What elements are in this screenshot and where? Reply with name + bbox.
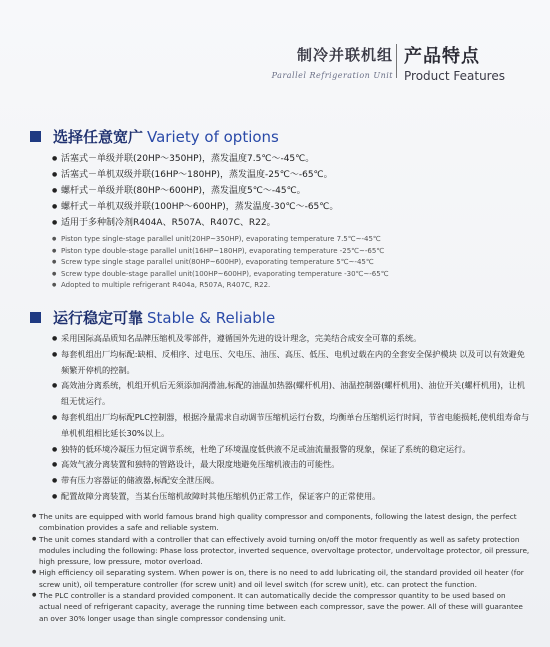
list-item: ● 每套机组出厂均标配:缺相、反相序、过电压、欠电压、油压、高压、低压、电机过载在内的全套安全保护模块 以及可以有效避免频繁开停机的控制。 xyxy=(52,347,530,379)
list-item: ● 高效气液分离装置和独特的管路设计，最大限度地避免压缩机液击的可能性。 xyxy=(52,457,530,473)
header-section-name xyxy=(404,42,505,83)
list-item: ● 适用于多种制冷剂R404A、R507A、R407C、R22。 xyxy=(52,215,532,231)
header-en-section: Product Features xyxy=(404,69,505,83)
stable-en-list xyxy=(32,511,530,624)
list-item: ● The units are equipped with world famous brand high quality compressor and components, following the latest design, the perfect combination provides a safe and reliable system. xyxy=(32,511,530,534)
section-cn-heading: 运行稳定可靠 xyxy=(53,309,144,327)
list-item: ● 活塞式－单机双级并联(16HP～180HP)，蒸发温度-25℃～-65℃。 xyxy=(52,167,532,183)
section-cn-heading: 选择任意宽广 xyxy=(53,128,144,146)
list-item: ● The unit comes standard with a controller that can effectively avoid turning on/off the motor frequently as well as safety protection modules including the following: Phase loss protector, inverted sequence, overvoltage protector, undervoltage protector, oil pressure, high pressure, low pressure, motor overload. xyxy=(32,534,530,568)
section-stable-title xyxy=(30,307,275,328)
list-item: ● Piston type single-stage parallel unit(20HP~350HP), evaporating temperature 7.5℃~-45℃ xyxy=(52,234,532,246)
section-square-marker xyxy=(30,312,41,323)
section-square-marker xyxy=(30,131,41,142)
header-product-name xyxy=(272,44,393,80)
section-variety-title xyxy=(30,126,279,147)
section-en-heading: Variety of options xyxy=(147,127,279,146)
list-item: ● 螺杆式－单机双级并联(100HP～600HP)，蒸发温度-30℃～-65℃。 xyxy=(52,199,532,215)
variety-cn-list xyxy=(52,151,532,231)
header-en-title: Parallel Refrigeration Unit xyxy=(271,71,393,80)
list-item: ● Adopted to multiple refrigerant R404a, R507A, R407C, R22. xyxy=(52,280,532,292)
stable-cn-list xyxy=(52,331,530,505)
header-divider xyxy=(396,44,397,78)
variety-en-list xyxy=(52,234,532,292)
list-item: ● 螺杆式－单级并联(80HP～600HP)，蒸发温度5℃～-45℃。 xyxy=(52,183,532,199)
list-item: ● High efficiency oil separating system. When power is on, there is no need to add lubricating oil, the standard provided oil heater (for screw unit), oil temperature controller (for screw unit) and oil level switch (for screw unit), etc. can protect the function. xyxy=(32,567,530,590)
header-cn-section: 产品特点 xyxy=(404,46,480,67)
list-item: ● 活塞式－单级并联(20HP～350HP)，蒸发温度7.5℃～-45℃。 xyxy=(52,151,532,167)
header-cn-title: 制冷并联机组 xyxy=(296,46,393,64)
list-item: ● 独特的低环境冷凝压力恒定调节系统，杜绝了环境温度低供液不足或油流量报警的现象，保证了系统的稳定运行。 xyxy=(52,442,530,458)
list-item: ● 每套机组出厂均标配PLC控制器，根据冷量需求自动调节压缩机运行台数，均衡单台压缩机运行时间，节省电能损耗,使机组寿命与单机机组相比延长30%以上。 xyxy=(52,410,530,442)
list-item: ● Screw type single stage parallel unit(80HP~600HP), evaporating temperature 5℃~-45℃ xyxy=(52,257,532,269)
list-item: ● Screw type double-stage parallel unit(100HP~600HP), evaporating temperature -30℃~-65℃ xyxy=(52,269,532,281)
list-item: ● Piston type double-stage parallel unit(16HP~180HP), evaporating temperature -25℃~-65℃ xyxy=(52,246,532,258)
section-en-heading: Stable & Reliable xyxy=(147,308,276,327)
list-item: ● 高效油分离系统，机组开机后无须添加润滑油,标配的油温加热器(螺杆机用)、油温控制器(螺杆机用)、油位开关(螺杆机用)，让机组无忧运行。 xyxy=(52,378,530,410)
list-item: ● 采用国际高品质知名品牌压缩机及零部件，遵循国外先进的设计理念，完美结合成安全可靠的系统。 xyxy=(52,331,530,347)
list-item: ● 带有压力容器证的储液器,标配安全泄压阀。 xyxy=(52,473,530,489)
list-item: ● The PLC controller is a standard provided component. It can automatically decide the compressor quantity to be used based on actual need of refrigerant capacity, average the running time between each compressor, save the power. All of these will guarantee an over 30% longer usage than single compressor condensing unit. xyxy=(32,590,530,624)
list-item: ● 配置故障分离装置，当某台压缩机故障时其他压缩机仍正常工作，保证客户的正常使用。 xyxy=(52,489,530,505)
